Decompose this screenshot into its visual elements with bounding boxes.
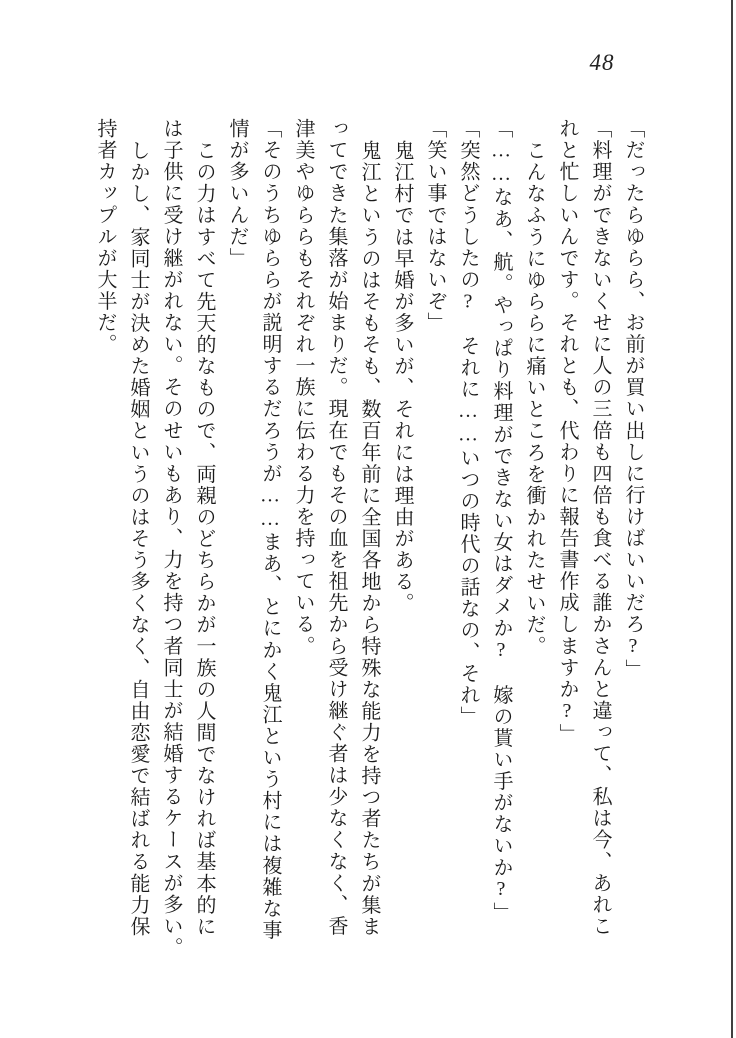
text-line: 「突然どうしたの? それに……いつの時代の話なの、それ」 — [457, 118, 479, 728]
text-line: れと忙しいんです。それとも、代わりに報告書作成しますか?」 — [556, 118, 578, 745]
text-line: 「そのうちゆららが説明するだろうが……まあ、とにかく鬼江という村には複雑な事 — [259, 118, 281, 941]
text-line: 鬼江村では早婚が多いが、それには理由がある。 — [391, 139, 413, 614]
page-edge-line — [731, 0, 733, 1038]
text-line: この力はすべて先天的なもので、両親のどちらかが一族の人間でなければ基本的に — [193, 139, 215, 937]
text-line: 「料理ができないくせに人の三倍も四倍も食べる誰かさんと違って、私は今、あれこ — [589, 118, 611, 937]
text-line: 津美やゆららもそれぞれ一族に伝わる力を持っている。 — [292, 118, 314, 657]
text-line: 持者カップルが大半だ。 — [94, 118, 116, 356]
text-line: 「笑い事ではないぞ」 — [424, 118, 446, 334]
text-line: こんなふうにゆららに痛いところを衝かれたせいだ。 — [523, 139, 545, 657]
text-line: ってできた集落が始まりだ。現在でもその血を祖先から受け継ぐ者は少なくなく、香 — [325, 118, 347, 937]
text-line: 「だったらゆらら、お前が買い出しに行けばいいだろ?」 — [622, 118, 644, 681]
page-number: 48 — [589, 50, 615, 75]
text-line: しかし、家同士が決めた婚姻というのはそう多くなく、自由恋愛で結ばれる能力保 — [127, 139, 149, 937]
text-line: 鬼江というのはそもそも、数百年前に全国各地から特殊な能力を持つ者たちが集ま — [358, 139, 380, 937]
text-line: 「……なあ、航。やっぱり料理ができない女はダメか? 嫁の貰い手がないか?」 — [490, 118, 512, 924]
vertical-text-block — [87, 118, 649, 959]
text-line: 情が多いんだ」 — [226, 118, 248, 269]
text-line: は子供に受け継がれない。そのせいもあり、力を持つ者同士が結婚するケースが多い。 — [160, 118, 182, 959]
